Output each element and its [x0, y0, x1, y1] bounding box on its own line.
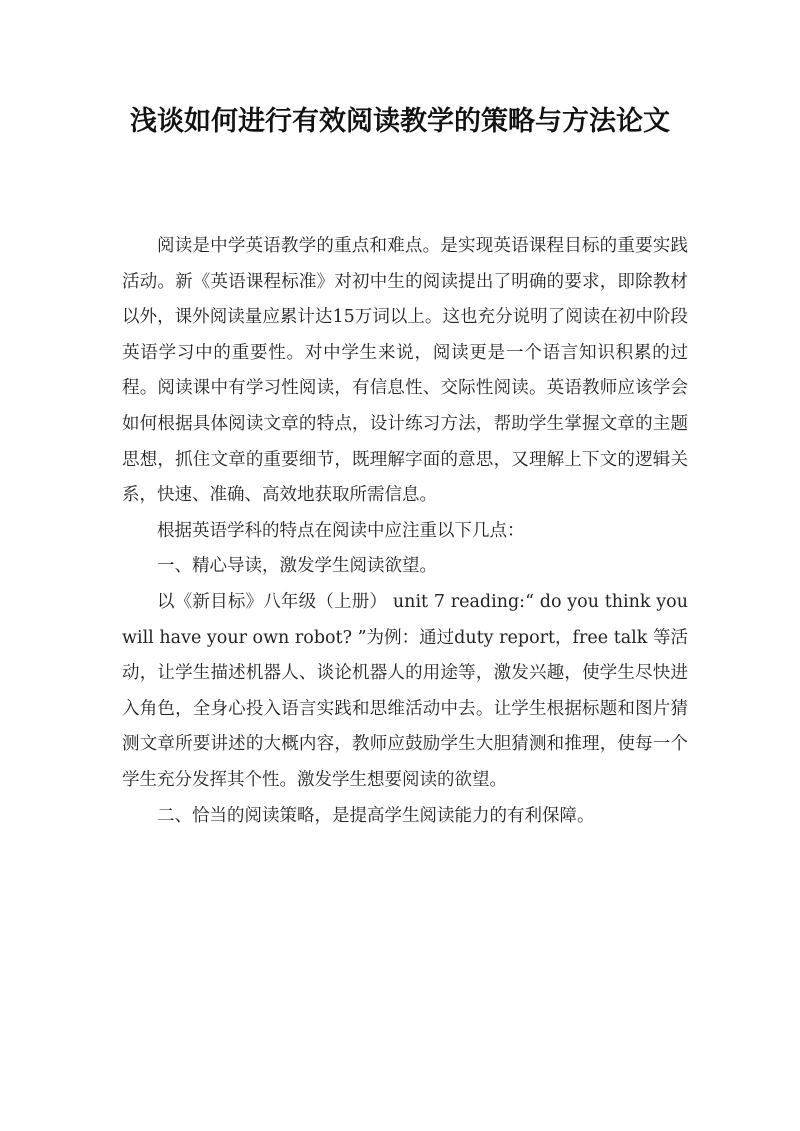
- document-body: [122, 229, 688, 834]
- document-title: 浅谈如何进行有效阅读教学的策略与方法论文: [130, 106, 670, 137]
- paragraph-points-lead: 根据英语学科的特点在阅读中应注重以下几点：: [157, 520, 525, 541]
- paragraph-section-1-heading: 一、精心导读，激发学生阅读欲望。: [157, 556, 437, 577]
- paragraph-section-2-heading: 二、恰当的阅读策略，是提高学生阅读能力的有利保障。: [157, 805, 595, 826]
- paragraph-section-1-body: 以《新目标》八年级（上册） unit 7 reading:“ do you think you will have your own robot? ”为例：通过duty report，free talk 等活动，让学生描述机器人、谈论机器人的用途等，激发兴趣，使学生尽快进入角色，全身心投入语言实践和思维活动中去。让学生根据标题和图片猜测文章所要讲述的大概内容，教师应鼓励学生大胆猜测和推理，使每一个学生充分发挥其个性。激发学生想要阅读的欲望。: [122, 591, 688, 790]
- paragraph-intro: 阅读是中学英语教学的重点和难点。是实现英语课程目标的重要实践活动。新《英语课程标准》对初中生的阅读提出了明确的要求，即除教材以外，课外阅读量应累计达15万词以上。这也充分说明了阅读在初中阶段英语学习中的重要性。对中学生来说，阅读更是一个语言知识积累的过程。阅读课中有学习性阅读，有信息性、交际性阅读。英语教师应该学会如何根据具体阅读文章的特点，设计练习方法，帮助学生掌握文章的主题思想，抓住文章的重要细节，既理解字面的意思，又理解上下文的逻辑关系，快速、准确、高效地获取所需信息。: [122, 236, 688, 506]
